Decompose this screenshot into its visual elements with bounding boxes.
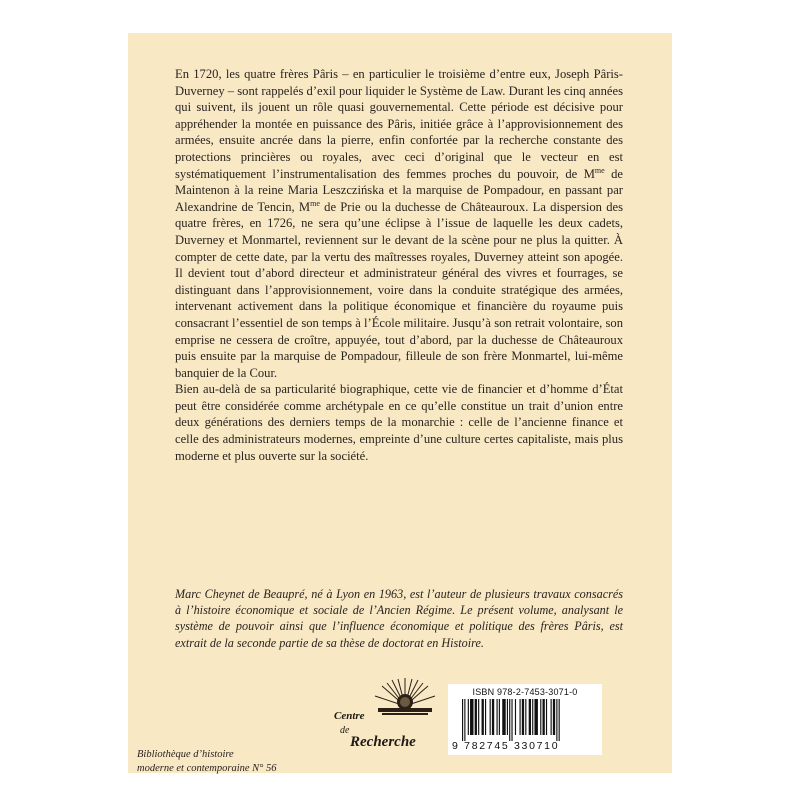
publisher-logo — [334, 676, 444, 776]
ean-digits: 9 782745 330710 — [452, 740, 560, 752]
logo-text-de: de — [340, 725, 350, 736]
sun-emblem-icon — [370, 676, 440, 720]
book-back-cover — [128, 33, 672, 773]
summary-paragraph-2: Bien au-delà de sa particularité biographique, cette vie de financier et d’homme d’État peut être considérée comme archétypale en ce qu’elle constitue un trait d’union entre deux générations des derniers temps de la monarchie : celle de l’ancienne finance et celle des administrateurs modernes, empreinte d’une culture certes capitaliste, mais plus moderne et plus ouverte sur la société. — [175, 382, 623, 463]
isbn-label: ISBN 978-2-7453-3071-0 — [472, 687, 578, 697]
logo-text-centre: Centre — [334, 710, 365, 722]
series-line-2: moderne et contemporaine N° 56 — [137, 763, 277, 774]
series-label — [137, 748, 307, 776]
barcode-bars — [452, 699, 598, 741]
summary-paragraph-1: En 1720, les quatre frères Pâris – en particulier le troisième d’entre eux, Joseph Pâris-Duverney – sont rappelés d’exil pour liquider le Système de Law. Durant les cinq années qui suivent, ils jouent un rôle quasi gouvernemental. Cette période est décisive pour appréhender la montée en puissance des Pâris, initiée grâce à l’approvisionnement des armées, ensuite ancrée dans la pierre, enfin confortée par la recherche constante des protections princières ou royales, avec ceci d’original que le vecteur en est systématiquement l’instrumentalisation des femmes proches du pouvoir, de $M^{me}$ de Maintenon à la reine Maria Leszczińska et la marquise de Pompadour, en passant par Alexandrine de Tencin, $M^{me}$ de Prie ou la duchesse de Châteauroux. La dispersion des quatre frères, en 1726, ne sera qu’une éclipse à l’issue de laquelle les deux cadets, Duverney et Monmartel, reviennent sur le devant de la scène pour ne plus la quitter. À compter de cette date, par la vertu des maîtresses royales, Duverney atteint son apogée. Il devient tout d’abord directeur et administrateur général des vivres et fourrages, se distinguant dans l’approvisionnement, voire dans la conduite stratégique des armées, intervenant activement dans la politique économique et financière du royaume puis consacrant l’essentiel de son temps à l’École militaire. Jusqu’à son retrait volontaire, son emprise ne cessera de croître, appuyée, tout d’abord, par la duchesse de Châteauroux puis ensuite par la marquise de Pompadour, filleule de son frère Monmartel, lui-même banquier de la Cour. — [175, 67, 623, 380]
logo-text-recherche: Recherche — [350, 734, 416, 750]
series-line-1: Bibliothèque d’histoire — [137, 749, 234, 760]
summary-text — [175, 66, 623, 464]
barcode — [448, 684, 602, 755]
author-bio: Marc Cheynet de Beaupré, né à Lyon en 1963, est l’auteur de plusieurs travaux consacrés à l’histoire économique et sociale de l’Ancien Régime. Le présent volume, analysant le système de pouvoir ainsi que l’influence économique et politique des frères Pâris, est extrait de la seconde partie de sa thèse de doctorat en Histoire. — [175, 587, 623, 650]
